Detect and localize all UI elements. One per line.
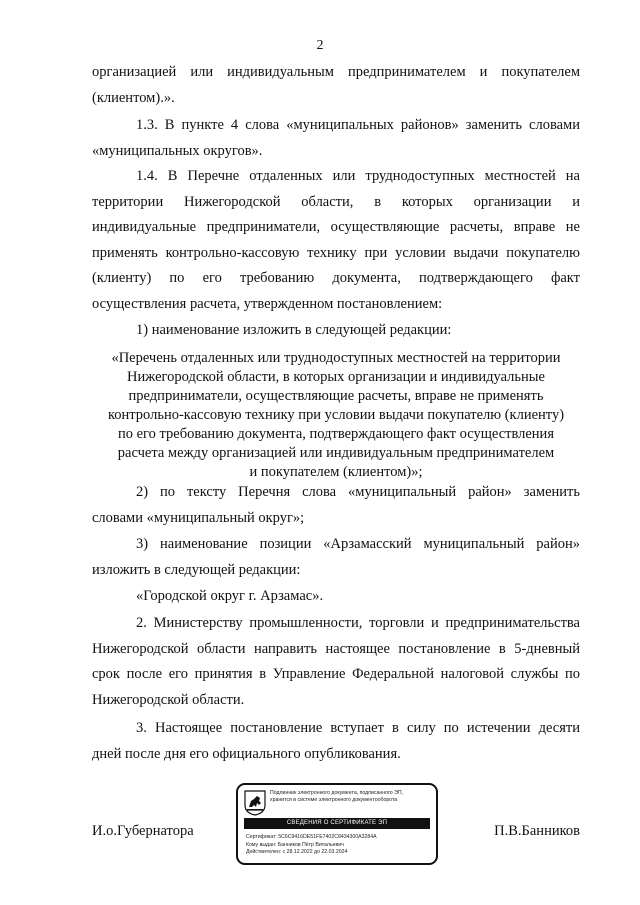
item-2 <box>92 480 580 531</box>
stamp-certificate-details <box>246 834 432 857</box>
text-line: 2. Министерству промышленности, торговли и предпринимательства <box>136 615 580 631</box>
new-name <box>92 584 580 610</box>
text-line: изложить в следующей редакции: <box>92 561 301 578</box>
text-line: срок после его принятия в Управление Федеральной налоговой службы по <box>92 666 580 682</box>
paragraph-1-4 <box>92 164 580 317</box>
text-line: 3) наименование позиции «Арзамасский муниципальный район» <box>136 536 580 552</box>
text-line: организацией или индивидуальным предпринимателем и покупателем <box>92 64 580 80</box>
text-line: территории Нижегородской области, в которых организации и <box>92 193 580 210</box>
quoted-title <box>92 349 580 482</box>
quote-line: расчета между организацией или индивидуальным предпринимателем <box>117 445 555 461</box>
text-line: осуществления расчета, утвержденном постановлением: <box>92 295 443 312</box>
text-line: применять контрольно-кассовую технику при условии выдачи покупателю <box>92 244 580 261</box>
text-line: 1.3. В пункте 4 слова «муниципальных районов» заменить словами <box>136 117 580 133</box>
text-line: дней после дня его официального опубликования. <box>92 745 401 762</box>
paragraph-continuation <box>92 60 580 111</box>
text-line: «муниципальных округов». <box>92 142 263 159</box>
stamp-notice-line: Подлинник электронного документа, подписанного ЭП, <box>270 790 404 796</box>
text-line: Нижегородской области направить настоящее постановление в 5-дневный <box>92 640 580 657</box>
text-line: словами «муниципальный округ»; <box>92 509 305 526</box>
text-line: индивидуальные предприниматели, осуществляющие расчеты, вправе не <box>92 219 580 235</box>
item-3 <box>92 532 580 583</box>
coat-of-arms-icon <box>244 790 266 816</box>
signatory-title: И.о.Губернатора <box>92 823 194 839</box>
quote-line: и покупателем (клиентом)»; <box>249 464 423 480</box>
text-line: 2) по тексту Перечня слова «муниципальный район» заменить <box>136 484 580 500</box>
paragraph-1-3 <box>92 113 580 164</box>
text-line: 1) наименование изложить в следующей редакции: <box>136 322 452 338</box>
page-number: 2 <box>316 38 324 53</box>
certificate-number: Сертификат: 5C6C9416DE51FE7402C8434300A3284A <box>246 834 377 840</box>
text-line: (клиентом).». <box>92 89 175 106</box>
paragraph-2 <box>92 611 580 713</box>
quote-line: предприниматели, осуществляющие расчеты, вправе не применять <box>128 388 544 404</box>
certificate-validity: Действителен: с 28.12.2022 до 22.03.2024 <box>246 849 348 855</box>
text-line: (клиенту) по его требованию документа, подтверждающего факт <box>92 270 580 286</box>
quote-line: Нижегородской области, в которых организации и индивидуальные <box>127 369 545 385</box>
text-line: 1.4. В Перечне отдаленных или труднодоступных местностей на <box>136 168 580 184</box>
item-1 <box>92 318 580 344</box>
paragraph-3 <box>92 716 580 767</box>
signatory-name: П.В.Банников <box>494 823 580 839</box>
text-line: «Городской округ г. Арзамас». <box>136 588 324 604</box>
e-signature-stamp <box>236 783 438 865</box>
certificate-owner: Кому выдан: Банников Пётр Витальевич <box>246 841 344 848</box>
stamp-notice-line: хранится в системе электронного документооборота <box>270 797 398 803</box>
stamp-notice <box>270 790 434 804</box>
text-line: Нижегородской области. <box>92 691 245 708</box>
quote-line: по его требованию документа, подтверждающего факт осуществления <box>117 426 554 442</box>
quote-line: контрольно-кассовую технику при условии выдачи покупателю (клиенту) <box>107 407 565 423</box>
text-line: 3. Настоящее постановление вступает в силу по истечении десяти <box>136 720 580 736</box>
stamp-header: СВЕДЕНИЯ О СЕРТИФИКАТЕ ЭП <box>244 818 430 829</box>
quote-line: «Перечень отдаленных или труднодоступных местностей на территории <box>111 350 561 366</box>
